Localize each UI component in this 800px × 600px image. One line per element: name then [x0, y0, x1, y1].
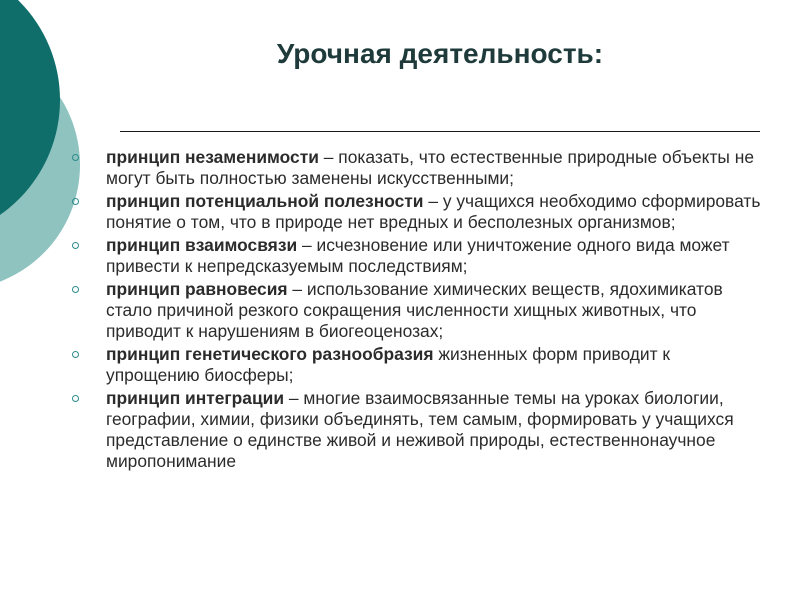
bullet-term: принцип генетического разнообразия [106, 344, 434, 364]
bullet-text: – показать, что естественные природные объекты не могут быть полностью заменены искусственными; [106, 147, 755, 188]
bullet-item [72, 279, 762, 342]
hollow-circle-bullet-icon [72, 351, 79, 358]
bullet-text: – у учащихся необходимо сформировать понятие о том, что в природе нет вредных и бесполезных организмов; [106, 191, 761, 232]
bullet-item [72, 344, 762, 386]
bullet-item [72, 147, 762, 189]
hollow-circle-bullet-icon [72, 198, 79, 205]
bullet-item [72, 388, 762, 472]
bullet-term: принцип интеграции [106, 388, 285, 408]
bullet-item [72, 235, 762, 277]
bullet-text: – использование химических веществ, ядохимикатов стало причиной резкого сокращения численности хищных животных, что приводит к нарушениям в биогеоценозах; [106, 279, 723, 341]
bullet-term: принцип потенциальной полезности [106, 191, 424, 211]
bullet-item [72, 191, 762, 233]
bullet-term: принцип равновесия [106, 279, 288, 299]
bullet-text: жизненных форм приводит к упрощению биосферы; [106, 344, 671, 385]
hollow-circle-bullet-icon [72, 286, 79, 293]
title-divider [120, 131, 760, 132]
bullet-list [72, 147, 762, 474]
hollow-circle-bullet-icon [72, 154, 79, 161]
bullet-term: принцип взаимосвязи [106, 235, 298, 255]
hollow-circle-bullet-icon [72, 242, 79, 249]
bullet-text: – многие взаимосвязанные темы на уроках биологии, географии, химии, физики объединять, тем самым, формировать у учащихся представление о единстве живой и неживой природы, естественнонаучное миропонимание [106, 388, 734, 471]
bullet-text: – исчезновение или уничтожение одного вида может привести к непредсказуемым последствиям; [106, 235, 730, 276]
hollow-circle-bullet-icon [72, 395, 79, 402]
bullet-term: принцип незаменимости [106, 147, 319, 167]
slide-title: Урочная деятельность: [276, 38, 604, 69]
